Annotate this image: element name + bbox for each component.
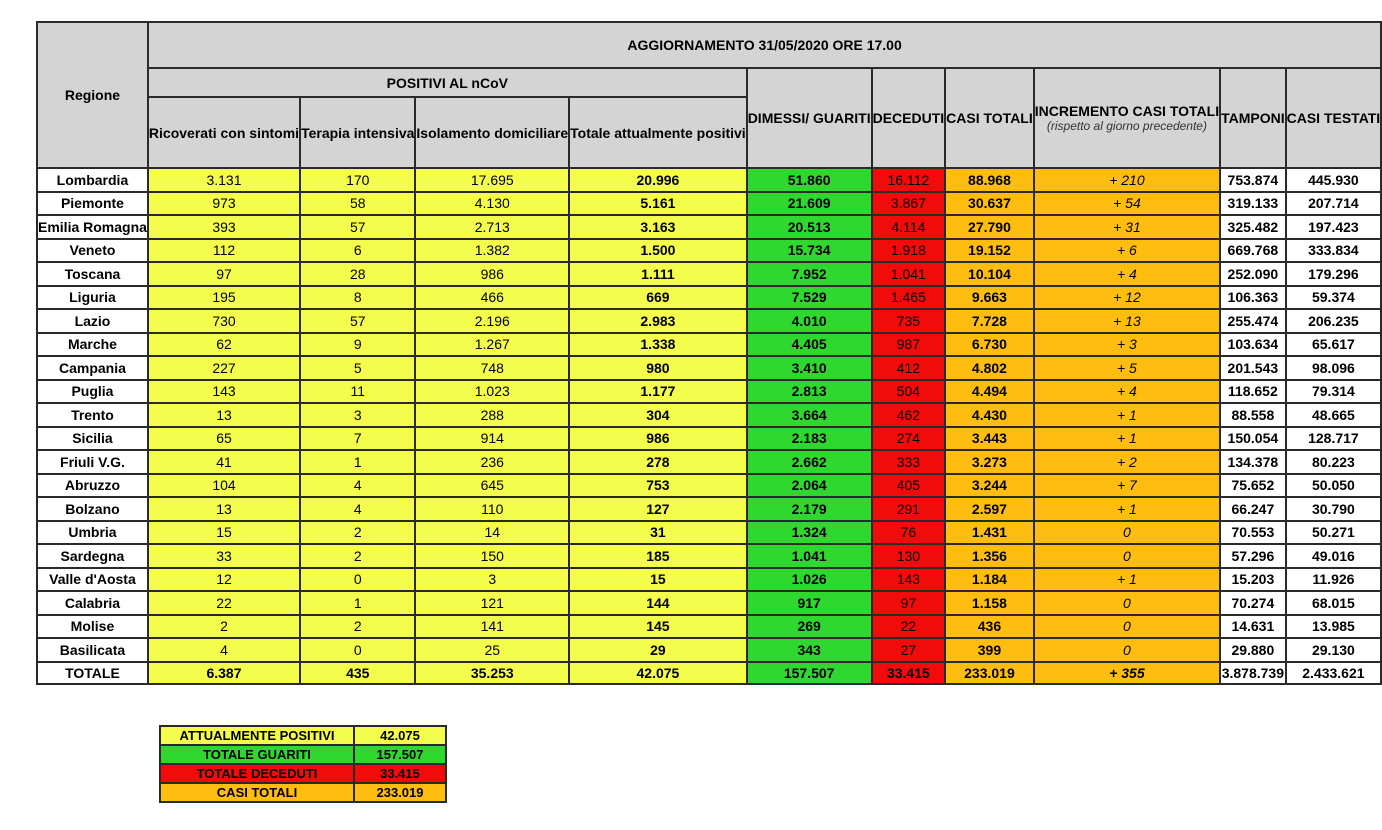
cell-terapia: 3	[300, 403, 415, 427]
cell-ricoverati: 97	[148, 262, 300, 286]
cell-deceduti: 405	[872, 474, 946, 498]
header-isolamento: Isolamento domiciliare	[415, 97, 569, 168]
summary-body	[160, 726, 446, 802]
cell-casi-totali: 27.790	[945, 215, 1034, 239]
cell-casi-totali: 10.104	[945, 262, 1034, 286]
cell-terapia: 57	[300, 215, 415, 239]
cell-totale-positivi: 29	[569, 638, 747, 662]
cell-regione: Sardegna	[37, 544, 148, 568]
total-cell-isolamento: 35.253	[415, 662, 569, 684]
cell-regione: Piemonte	[37, 192, 148, 216]
total-cell-tamponi: 3.878.739	[1220, 662, 1286, 684]
summary-value: 157.507	[354, 745, 446, 764]
cell-tamponi: 70.274	[1220, 591, 1286, 615]
cell-totale-positivi: 5.161	[569, 192, 747, 216]
cell-isolamento: 121	[415, 591, 569, 615]
cell-incremento: 0	[1034, 521, 1220, 545]
cell-totale-positivi: 3.163	[569, 215, 747, 239]
cell-dimessi: 4.405	[747, 333, 872, 357]
cell-totale-positivi: 20.996	[569, 168, 747, 192]
cell-terapia: 28	[300, 262, 415, 286]
summary-value: 233.019	[354, 783, 446, 802]
cell-incremento: + 4	[1034, 262, 1220, 286]
cell-isolamento: 4.130	[415, 192, 569, 216]
cell-totale-positivi: 278	[569, 450, 747, 474]
cell-regione: Emilia Romagna	[37, 215, 148, 239]
cell-ricoverati: 730	[148, 309, 300, 333]
cell-terapia: 2	[300, 615, 415, 639]
header-incremento-label: INCREMENTO CASI TOTALI	[1034, 102, 1220, 119]
cell-dimessi: 3.410	[747, 356, 872, 380]
summary-row	[160, 764, 446, 783]
cell-casi-testati: 79.314	[1286, 380, 1382, 404]
cell-casi-testati: 11.926	[1286, 568, 1382, 592]
cell-tamponi: 103.634	[1220, 333, 1286, 357]
cell-incremento: 0	[1034, 591, 1220, 615]
cell-tamponi: 319.133	[1220, 192, 1286, 216]
cell-terapia: 2	[300, 521, 415, 545]
cell-isolamento: 3	[415, 568, 569, 592]
cell-ricoverati: 65	[148, 427, 300, 451]
cell-isolamento: 1.267	[415, 333, 569, 357]
cell-regione: Basilicata	[37, 638, 148, 662]
cell-casi-totali: 30.637	[945, 192, 1034, 216]
cell-incremento: + 1	[1034, 427, 1220, 451]
total-cell-regione: TOTALE	[37, 662, 148, 684]
header-casi-testati: CASI TESTATI	[1286, 68, 1382, 168]
cell-tamponi: 134.378	[1220, 450, 1286, 474]
cell-ricoverati: 227	[148, 356, 300, 380]
header-incremento-note: (rispetto al giorno precedente)	[1046, 118, 1207, 133]
covid-regional-table	[36, 21, 1382, 685]
table-row	[37, 168, 1381, 192]
cell-terapia: 8	[300, 286, 415, 310]
cell-deceduti: 291	[872, 497, 946, 521]
cell-deceduti: 16.112	[872, 168, 946, 192]
cell-incremento: + 1	[1034, 403, 1220, 427]
cell-dimessi: 20.513	[747, 215, 872, 239]
cell-terapia: 1	[300, 591, 415, 615]
cell-isolamento: 25	[415, 638, 569, 662]
cell-casi-testati: 50.050	[1286, 474, 1382, 498]
table-row	[37, 521, 1381, 545]
summary-row	[160, 745, 446, 764]
cell-casi-testati: 65.617	[1286, 333, 1382, 357]
cell-isolamento: 914	[415, 427, 569, 451]
cell-casi-totali: 1.158	[945, 591, 1034, 615]
cell-isolamento: 141	[415, 615, 569, 639]
cell-regione: Lombardia	[37, 168, 148, 192]
cell-regione: Bolzano	[37, 497, 148, 521]
table-body	[37, 168, 1381, 684]
cell-casi-testati: 206.235	[1286, 309, 1382, 333]
cell-casi-testati: 128.717	[1286, 427, 1382, 451]
cell-deceduti: 1.041	[872, 262, 946, 286]
cell-ricoverati: 15	[148, 521, 300, 545]
cell-ricoverati: 104	[148, 474, 300, 498]
table-row	[37, 380, 1381, 404]
cell-deceduti: 3.867	[872, 192, 946, 216]
cell-deceduti: 462	[872, 403, 946, 427]
cell-dimessi: 917	[747, 591, 872, 615]
table-row	[37, 333, 1381, 357]
cell-regione: Toscana	[37, 262, 148, 286]
cell-casi-totali: 1.431	[945, 521, 1034, 545]
table-row	[37, 544, 1381, 568]
cell-isolamento: 1.023	[415, 380, 569, 404]
table-row	[37, 450, 1381, 474]
cell-ricoverati: 973	[148, 192, 300, 216]
cell-regione: Marche	[37, 333, 148, 357]
table-row	[37, 309, 1381, 333]
summary-table	[159, 725, 447, 803]
cell-casi-totali: 9.663	[945, 286, 1034, 310]
cell-terapia: 9	[300, 333, 415, 357]
cell-isolamento: 17.695	[415, 168, 569, 192]
cell-casi-testati: 80.223	[1286, 450, 1382, 474]
total-cell-dimessi: 157.507	[747, 662, 872, 684]
header-casi-totali: CASI TOTALI	[945, 68, 1034, 168]
cell-dimessi: 343	[747, 638, 872, 662]
header-totale-positivi: Totale attualmente positivi	[569, 97, 747, 168]
cell-totale-positivi: 145	[569, 615, 747, 639]
cell-regione: Trento	[37, 403, 148, 427]
cell-dimessi: 21.609	[747, 192, 872, 216]
cell-tamponi: 753.874	[1220, 168, 1286, 192]
cell-regione: Valle d'Aosta	[37, 568, 148, 592]
header-ricoverati: Ricoverati con sintomi	[148, 97, 300, 168]
cell-casi-totali: 3.273	[945, 450, 1034, 474]
cell-deceduti: 1.918	[872, 239, 946, 263]
table-row	[37, 615, 1381, 639]
cell-incremento: + 3	[1034, 333, 1220, 357]
table-row	[37, 262, 1381, 286]
cell-isolamento: 150	[415, 544, 569, 568]
cell-incremento: 0	[1034, 615, 1220, 639]
cell-ricoverati: 4	[148, 638, 300, 662]
table-row	[37, 192, 1381, 216]
summary-label: TOTALE DECEDUTI	[160, 764, 354, 783]
cell-tamponi: 57.296	[1220, 544, 1286, 568]
cell-casi-testati: 59.374	[1286, 286, 1382, 310]
cell-casi-totali: 4.802	[945, 356, 1034, 380]
header-dimessi: DIMESSI/ GUARITI	[747, 68, 872, 168]
cell-casi-testati: 49.016	[1286, 544, 1382, 568]
cell-casi-testati: 333.834	[1286, 239, 1382, 263]
cell-isolamento: 748	[415, 356, 569, 380]
summary-value: 42.075	[354, 726, 446, 745]
cell-dimessi: 2.179	[747, 497, 872, 521]
cell-casi-totali: 19.152	[945, 239, 1034, 263]
total-cell-casi-testati: 2.433.621	[1286, 662, 1382, 684]
cell-casi-totali: 436	[945, 615, 1034, 639]
table-row	[37, 474, 1381, 498]
cell-totale-positivi: 1.338	[569, 333, 747, 357]
cell-deceduti: 333	[872, 450, 946, 474]
cell-totale-positivi: 1.177	[569, 380, 747, 404]
total-cell-totale-positivi: 42.075	[569, 662, 747, 684]
cell-ricoverati: 13	[148, 497, 300, 521]
cell-isolamento: 2.713	[415, 215, 569, 239]
cell-terapia: 7	[300, 427, 415, 451]
cell-dimessi: 1.041	[747, 544, 872, 568]
cell-totale-positivi: 144	[569, 591, 747, 615]
cell-incremento: + 6	[1034, 239, 1220, 263]
cell-totale-positivi: 669	[569, 286, 747, 310]
cell-totale-positivi: 127	[569, 497, 747, 521]
cell-casi-testati: 68.015	[1286, 591, 1382, 615]
cell-tamponi: 106.363	[1220, 286, 1286, 310]
cell-terapia: 170	[300, 168, 415, 192]
summary-row	[160, 783, 446, 802]
cell-isolamento: 2.196	[415, 309, 569, 333]
table-row	[37, 286, 1381, 310]
table-title: AGGIORNAMENTO 31/05/2020 ORE 17.00	[148, 22, 1381, 68]
cell-casi-testati: 29.130	[1286, 638, 1382, 662]
cell-dimessi: 269	[747, 615, 872, 639]
cell-ricoverati: 62	[148, 333, 300, 357]
cell-incremento: + 12	[1034, 286, 1220, 310]
cell-deceduti: 1.465	[872, 286, 946, 310]
cell-terapia: 58	[300, 192, 415, 216]
total-cell-casi-totali: 233.019	[945, 662, 1034, 684]
cell-tamponi: 201.543	[1220, 356, 1286, 380]
cell-ricoverati: 13	[148, 403, 300, 427]
cell-casi-totali: 2.597	[945, 497, 1034, 521]
cell-isolamento: 986	[415, 262, 569, 286]
cell-casi-totali: 7.728	[945, 309, 1034, 333]
cell-terapia: 1	[300, 450, 415, 474]
cell-incremento: + 13	[1034, 309, 1220, 333]
cell-incremento: + 4	[1034, 380, 1220, 404]
cell-ricoverati: 22	[148, 591, 300, 615]
cell-regione: Abruzzo	[37, 474, 148, 498]
cell-casi-totali: 1.184	[945, 568, 1034, 592]
cell-tamponi: 14.631	[1220, 615, 1286, 639]
cell-ricoverati: 143	[148, 380, 300, 404]
cell-terapia: 11	[300, 380, 415, 404]
cell-totale-positivi: 185	[569, 544, 747, 568]
cell-deceduti: 4.114	[872, 215, 946, 239]
total-cell-incremento: + 355	[1034, 662, 1220, 684]
cell-dimessi: 1.026	[747, 568, 872, 592]
summary-label: ATTUALMENTE POSITIVI	[160, 726, 354, 745]
cell-tamponi: 118.652	[1220, 380, 1286, 404]
cell-deceduti: 76	[872, 521, 946, 545]
cell-regione: Molise	[37, 615, 148, 639]
table-row	[37, 356, 1381, 380]
cell-tamponi: 255.474	[1220, 309, 1286, 333]
cell-dimessi: 2.813	[747, 380, 872, 404]
cell-tamponi: 325.482	[1220, 215, 1286, 239]
cell-terapia: 57	[300, 309, 415, 333]
cell-regione: Campania	[37, 356, 148, 380]
cell-regione: Puglia	[37, 380, 148, 404]
cell-casi-totali: 3.443	[945, 427, 1034, 451]
cell-ricoverati: 2	[148, 615, 300, 639]
header-regione: Regione	[37, 22, 148, 168]
cell-isolamento: 110	[415, 497, 569, 521]
cell-deceduti: 27	[872, 638, 946, 662]
cell-casi-testati: 197.423	[1286, 215, 1382, 239]
cell-incremento: + 5	[1034, 356, 1220, 380]
cell-totale-positivi: 2.983	[569, 309, 747, 333]
cell-dimessi: 3.664	[747, 403, 872, 427]
cell-terapia: 5	[300, 356, 415, 380]
table-row	[37, 638, 1381, 662]
cell-ricoverati: 41	[148, 450, 300, 474]
cell-dimessi: 7.952	[747, 262, 872, 286]
cell-totale-positivi: 15	[569, 568, 747, 592]
cell-tamponi: 66.247	[1220, 497, 1286, 521]
cell-deceduti: 130	[872, 544, 946, 568]
cell-dimessi: 2.662	[747, 450, 872, 474]
cell-regione: Umbria	[37, 521, 148, 545]
cell-casi-testati: 48.665	[1286, 403, 1382, 427]
header-positivi-group: POSITIVI AL nCoV	[148, 68, 747, 97]
cell-totale-positivi: 1.111	[569, 262, 747, 286]
summary-row	[160, 726, 446, 745]
summary-label: TOTALE GUARITI	[160, 745, 354, 764]
cell-terapia: 4	[300, 474, 415, 498]
table-row	[37, 427, 1381, 451]
table-row	[37, 591, 1381, 615]
summary-value: 33.415	[354, 764, 446, 783]
cell-totale-positivi: 986	[569, 427, 747, 451]
cell-casi-totali: 1.356	[945, 544, 1034, 568]
table-row	[37, 239, 1381, 263]
cell-deceduti: 143	[872, 568, 946, 592]
cell-incremento: + 210	[1034, 168, 1220, 192]
cell-isolamento: 288	[415, 403, 569, 427]
cell-isolamento: 1.382	[415, 239, 569, 263]
cell-deceduti: 987	[872, 333, 946, 357]
cell-terapia: 0	[300, 568, 415, 592]
cell-isolamento: 236	[415, 450, 569, 474]
cell-casi-testati: 179.296	[1286, 262, 1382, 286]
cell-regione: Sicilia	[37, 427, 148, 451]
cell-terapia: 2	[300, 544, 415, 568]
cell-tamponi: 15.203	[1220, 568, 1286, 592]
cell-deceduti: 735	[872, 309, 946, 333]
cell-totale-positivi: 980	[569, 356, 747, 380]
cell-dimessi: 7.529	[747, 286, 872, 310]
cell-totale-positivi: 304	[569, 403, 747, 427]
cell-terapia: 6	[300, 239, 415, 263]
cell-casi-totali: 399	[945, 638, 1034, 662]
total-row	[37, 662, 1381, 684]
cell-ricoverati: 112	[148, 239, 300, 263]
cell-incremento: + 7	[1034, 474, 1220, 498]
cell-deceduti: 504	[872, 380, 946, 404]
cell-terapia: 0	[300, 638, 415, 662]
table-row	[37, 568, 1381, 592]
cell-incremento: 0	[1034, 544, 1220, 568]
header-terapia: Terapia intensiva	[300, 97, 415, 168]
cell-casi-totali: 6.730	[945, 333, 1034, 357]
cell-tamponi: 669.768	[1220, 239, 1286, 263]
cell-casi-totali: 88.968	[945, 168, 1034, 192]
cell-totale-positivi: 1.500	[569, 239, 747, 263]
total-cell-terapia: 435	[300, 662, 415, 684]
cell-ricoverati: 393	[148, 215, 300, 239]
cell-casi-testati: 13.985	[1286, 615, 1382, 639]
cell-casi-testati: 445.930	[1286, 168, 1382, 192]
cell-ricoverati: 195	[148, 286, 300, 310]
cell-regione: Friuli V.G.	[37, 450, 148, 474]
header-deceduti: DECEDUTI	[872, 68, 946, 168]
cell-incremento: + 2	[1034, 450, 1220, 474]
header-tamponi: TAMPONI	[1220, 68, 1286, 168]
cell-incremento: + 54	[1034, 192, 1220, 216]
cell-ricoverati: 12	[148, 568, 300, 592]
cell-totale-positivi: 753	[569, 474, 747, 498]
cell-tamponi: 150.054	[1220, 427, 1286, 451]
summary-label: CASI TOTALI	[160, 783, 354, 802]
cell-tamponi: 75.652	[1220, 474, 1286, 498]
cell-ricoverati: 3.131	[148, 168, 300, 192]
total-cell-ricoverati: 6.387	[148, 662, 300, 684]
table-row	[37, 215, 1381, 239]
table-row	[37, 403, 1381, 427]
cell-casi-totali: 4.430	[945, 403, 1034, 427]
cell-terapia: 4	[300, 497, 415, 521]
cell-deceduti: 274	[872, 427, 946, 451]
cell-deceduti: 22	[872, 615, 946, 639]
header-incremento	[1034, 68, 1220, 168]
cell-regione: Calabria	[37, 591, 148, 615]
cell-casi-testati: 98.096	[1286, 356, 1382, 380]
cell-ricoverati: 33	[148, 544, 300, 568]
cell-tamponi: 70.553	[1220, 521, 1286, 545]
total-cell-deceduti: 33.415	[872, 662, 946, 684]
table-row	[37, 497, 1381, 521]
cell-deceduti: 97	[872, 591, 946, 615]
cell-isolamento: 14	[415, 521, 569, 545]
cell-incremento: + 1	[1034, 497, 1220, 521]
cell-isolamento: 466	[415, 286, 569, 310]
cell-casi-totali: 4.494	[945, 380, 1034, 404]
cell-casi-testati: 207.714	[1286, 192, 1382, 216]
cell-regione: Liguria	[37, 286, 148, 310]
cell-dimessi: 1.324	[747, 521, 872, 545]
cell-casi-testati: 50.271	[1286, 521, 1382, 545]
cell-casi-testati: 30.790	[1286, 497, 1382, 521]
cell-dimessi: 4.010	[747, 309, 872, 333]
cell-deceduti: 412	[872, 356, 946, 380]
cell-regione: Veneto	[37, 239, 148, 263]
cell-dimessi: 2.064	[747, 474, 872, 498]
cell-incremento: 0	[1034, 638, 1220, 662]
cell-dimessi: 51.860	[747, 168, 872, 192]
cell-totale-positivi: 31	[569, 521, 747, 545]
cell-incremento: + 1	[1034, 568, 1220, 592]
cell-dimessi: 15.734	[747, 239, 872, 263]
cell-tamponi: 29.880	[1220, 638, 1286, 662]
cell-casi-totali: 3.244	[945, 474, 1034, 498]
cell-dimessi: 2.183	[747, 427, 872, 451]
cell-tamponi: 88.558	[1220, 403, 1286, 427]
cell-incremento: + 31	[1034, 215, 1220, 239]
cell-tamponi: 252.090	[1220, 262, 1286, 286]
cell-isolamento: 645	[415, 474, 569, 498]
cell-regione: Lazio	[37, 309, 148, 333]
